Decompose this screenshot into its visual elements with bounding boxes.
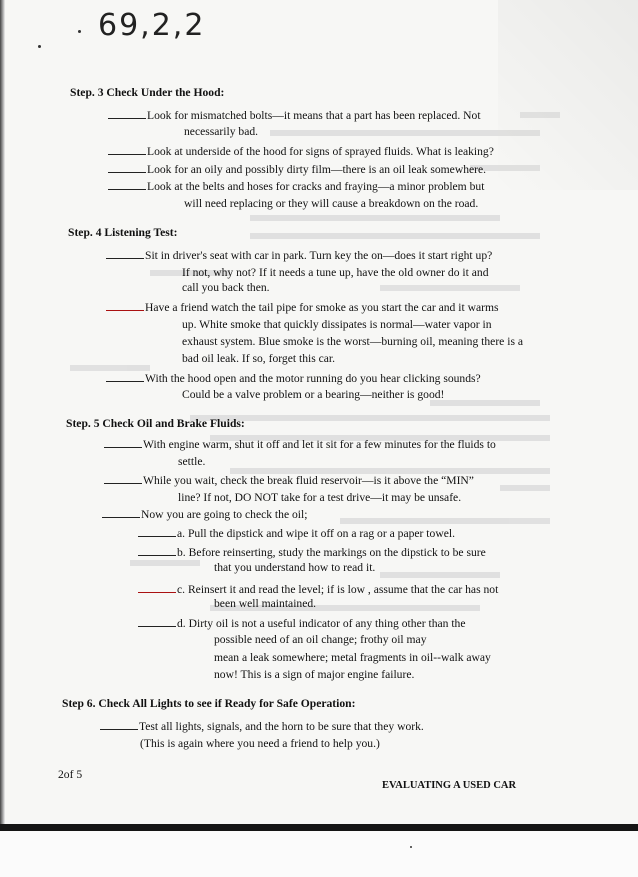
scan-background <box>0 831 638 877</box>
step5-title: Step. 5 Check Oil and Brake Fluids: <box>66 417 245 430</box>
step3-item-cont: will need replacing or they will cause a breakdown on the road. <box>184 197 479 210</box>
scan-bottom-edge <box>0 824 638 831</box>
step3-item: Look at underside of the hood for signs of sprayed fluids. What is leaking? <box>108 144 494 159</box>
page-number: 2of 5 <box>58 768 83 781</box>
step5-subitem-cont: that you understand how to read it. <box>214 561 376 574</box>
step4-item: With the hood open and the motor running do you hear clicking sounds? <box>106 371 481 386</box>
step3-item: Look at the belts and hoses for cracks and fraying—a minor problem but <box>108 179 484 194</box>
footer-title: EVALUATING A USED CAR <box>382 780 517 791</box>
step5-subitem: a. Pull the dipstick and wipe it off on a rag or a paper towel. <box>138 526 455 541</box>
step3-item-cont: necessarily bad. <box>184 125 259 138</box>
step3-item: Look for an oily and possibly dirty film—there is an oil leak somewhere. <box>108 162 486 177</box>
step5-item-cont: line? If not, DO NOT take for a test drive—it may be unsafe. <box>178 491 462 504</box>
handwritten-note: 69,2,2 <box>98 8 206 43</box>
step5-subitem: b. Before reinserting, study the markings on the dipstick to be sure <box>138 545 486 560</box>
step4-item: Sit in driver's seat with car in park. Turn key the on—does it start right up? <box>106 248 492 263</box>
step5-subitem-cont: now! This is a sign of major engine failure. <box>214 668 415 681</box>
step3-title: Step. 3 Check Under the Hood: <box>70 86 225 99</box>
scan-speck <box>410 846 412 848</box>
step5-subitem-cont: been well maintained. <box>214 597 317 610</box>
step4-item-cont: exhaust system. Blue smoke is the worst—burning oil, meaning there is a <box>182 335 523 348</box>
step5-subitem-cont: possible need of an oil change; frothy oil may <box>214 633 427 646</box>
step5-item: Now you are going to check the oil; <box>102 507 307 522</box>
step5-subitem: c. Reinsert it and read the level; if is low , assume that the car has not <box>138 582 498 597</box>
scan-speck <box>78 30 81 33</box>
step3-item: Look for mismatched bolts—it means that a part has been replaced. Not <box>108 108 481 123</box>
step4-item-cont: up. White smoke that quickly dissipates is normal—water vapor in <box>182 318 492 331</box>
step4-item-cont: Could be a valve problem or a bearing—neither is good! <box>182 388 445 401</box>
step6-item-cont: (This is again where you need a friend to help you.) <box>140 737 380 750</box>
step4-item-cont: If not, why not? If it needs a tune up, have the old owner do it and <box>182 266 489 279</box>
step5-subitem: d. Dirty oil is not a useful indicator of any thing other than the <box>138 616 466 631</box>
step6-item: Test all lights, signals, and the horn to be sure that they work. <box>100 719 424 734</box>
step5-item: With engine warm, shut it off and let it sit for a few minutes for the fluids to <box>104 437 496 452</box>
step5-item: While you wait, check the break fluid reservoir—is it above the “MIN” <box>104 473 474 488</box>
step5-item-cont: settle. <box>178 455 206 468</box>
step6-title: Step 6. Check All Lights to see if Ready for Safe Operation: <box>62 697 356 710</box>
step4-item-cont: bad oil leak. If so, forget this car. <box>182 352 336 365</box>
step4-title: Step. 4 Listening Test: <box>68 226 178 239</box>
scan-speck <box>38 45 41 48</box>
step4-item-cont: call you back then. <box>182 281 270 294</box>
step5-subitem-cont: mean a leak somewhere; metal fragments in oil--walk away <box>214 651 491 664</box>
step4-item: Have a friend watch the tail pipe for smoke as you start the car and it warms <box>106 300 499 315</box>
